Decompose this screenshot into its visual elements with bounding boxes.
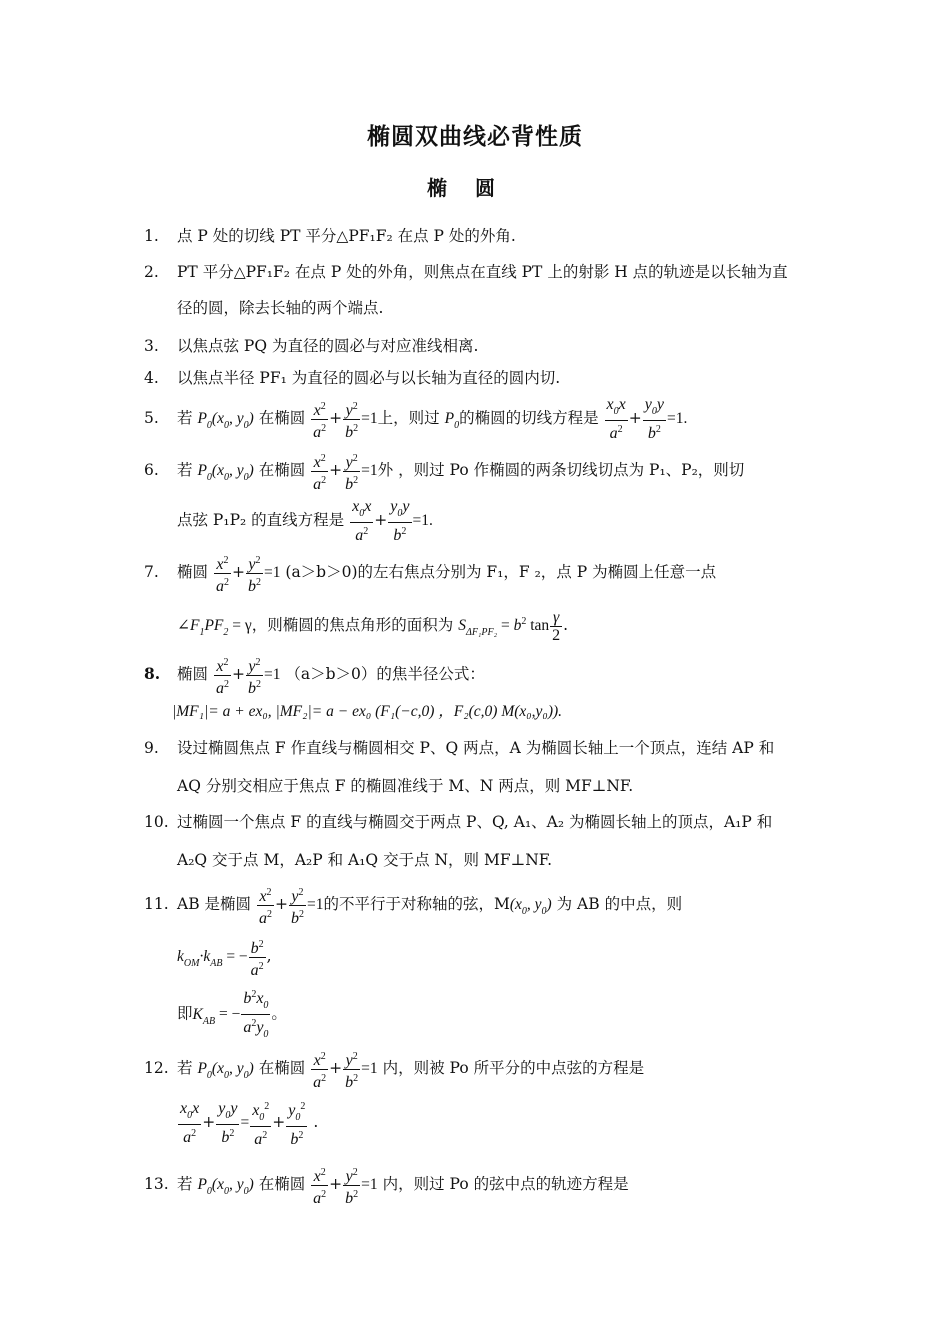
section-heading: 椭圆 (427, 176, 523, 200)
list-item: 11. AB 是椭圆 $\frac{x^2}{a^2}$ + $\frac{y^2}{b^2}$ =1的不平行于对称轴的弦，$M(x_0$, $y_0$) 为 AB 的中点，则 $k_{OM}\cdot k_{AB}$ = − $\frac{b^2}{a^2}$ , 即$K_{AB}$ = − $\frac{b^2x_0}{a^2y_0}$ 。 (144, 882, 809, 1032)
list-item: 8. 椭圆 $\frac{x^2}{a^2}$ + $\frac{y^2}{b^2}$ =1 （a＞b＞0）的焦半径公式： |MF₁|= a + ex₀, |MF₂|= a − ex₀ (F₁(−c,0) ，F₂(c,0) M(x₀,y₀)). (144, 652, 809, 732)
list-item: 4. 以焦点半径 PF₁ 为直径的圆必与以长轴为直径的圆内切. (144, 369, 561, 387)
list-item: 12. 若 $P_0(x_0$, $y_0$) 在椭圆 $\frac{x^2}{a^2}$ + $\frac{y^2}{b^2}$ =1 内，则被 Po 所平分的中点弦的方程是 $\frac{x_0x}{a^2}$ + $\frac{y_0y}{b^2}$ = $\frac{x_0^2}{a^2}$ + $\frac{y_0^2}{b^2}$ . (144, 1046, 809, 1146)
page-title: 椭圆双曲线必背性质 (367, 124, 583, 150)
list-item: 6. 若 $P_0(x_0$, $y_0$) 在椭圆 $\frac{x^2}{a^2}$ + $\frac{y^2}{b^2}$ =1外 ，则过 Po 作椭圆的两条切线切点为 P₁、P₂，则切 点弦 P₁P₂ 的直线方程是 $\frac{x_0x}{a^2}$ + $\frac{y_0y}{b^2}$ =1. (144, 448, 809, 538)
list-item: 3. 以焦点弦 PQ 为直径的圆必与对应准线相离. (144, 337, 479, 355)
list-item: 7. 椭圆 $\frac{x^2}{a^2}$ + $\frac{y^2}{b^2}$ =1 (a＞b＞0)的左右焦点分别为 F₁，F ₂，点 P 为椭圆上任意一点 $\angle F_1PF_2 = \gamma$，则椭圆的焦点角形的面积为 $S_{\Delta F_1PF_2} = b^2$ tan $\frac{\gamma}{2}$ . (144, 550, 809, 650)
list-item: 13. 若 $P_0(x_0$, $y_0$) 在椭圆 $\frac{x^2}{a^2}$ + $\frac{y^2}{b^2}$ =1 内，则过 Po 的弦中点的轨迹方程是 (144, 1162, 809, 1208)
list-item: 1. 点 P 处的切线 PT 平分△PF₁F₂ 在点 P 处的外角. (144, 227, 516, 245)
list-item: 2. PT 平分△PF₁F₂ 在点 P 处的外角，则焦点在直线 PT 上的射影 H 点的轨迹是以长轴为直 径的圆，除去长轴的两个端点. (144, 263, 788, 317)
list-item: 5. 若 $P_0(x_0$, $y_0$) 在椭圆 $\frac{x^2}{a^2}$ + $\frac{y^2}{b^2}$ =1上，则过 $P_0$的椭圆的切线方程是 $\frac{x_0x}{a^2}$ + $\frac{y_0y}{b^2}$ =1. (144, 396, 688, 442)
list-item: 10. 过椭圆一个焦点 F 的直线与椭圆交于两点 P、Q, A₁、A₂ 为椭圆长轴上的顶点，A₁P 和 A₂Q 交于点 M，A₂P 和 A₁Q 交于点 N，则 MF⊥NF. (144, 813, 773, 869)
list-item: 9. 设过椭圆焦点 F 作直线与椭圆相交 P、Q 两点，A 为椭圆长轴上一个顶点，连结 AP 和 AQ 分别交相应于焦点 F 的椭圆准线于 M、N 两点，则 MF⊥NF. (144, 739, 775, 795)
